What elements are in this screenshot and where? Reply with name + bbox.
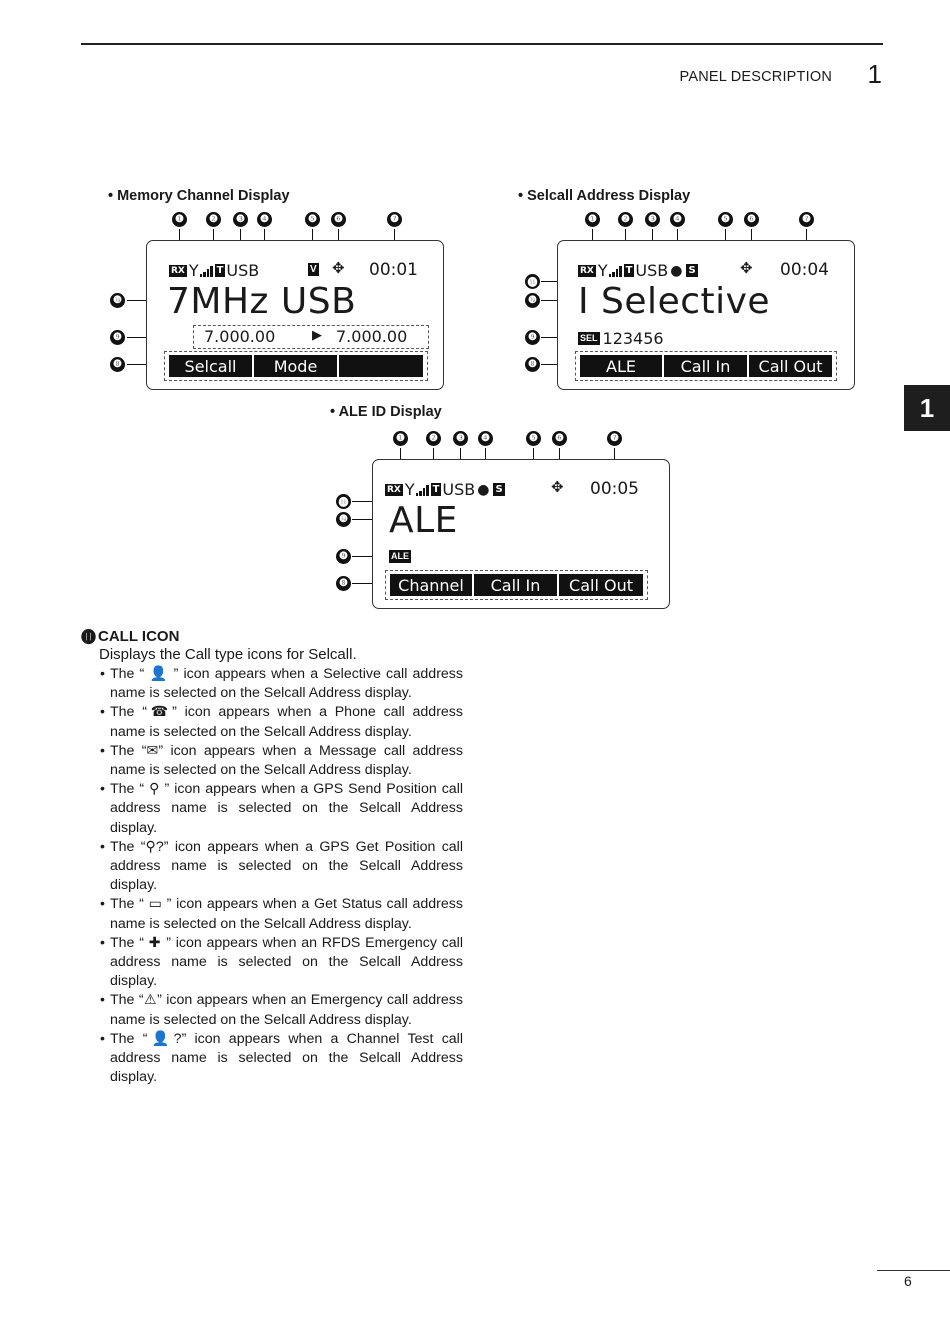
list-item: • The “ ▭ ” icon appears when a Get Status call address name is selected on the Selcall Address display.	[99, 895, 463, 933]
page-number: 6	[904, 1273, 912, 1289]
memory-display-caption: • Memory Channel Display	[108, 188, 290, 204]
signal-bars-icon	[199, 265, 213, 277]
call-icon-list	[99, 665, 463, 1087]
callout-5: ❺	[526, 431, 541, 446]
mode-indicator: USB	[226, 261, 260, 280]
callout-10: ❿	[110, 293, 125, 308]
callout-3: ❸	[233, 212, 248, 227]
softkey-call-out[interactable]: Call Out	[559, 574, 643, 596]
softkey-row	[385, 570, 648, 600]
callout-8: ❽	[336, 576, 351, 591]
frequency-row	[193, 325, 429, 349]
callout-2: ❷	[206, 212, 221, 227]
address-row	[578, 329, 664, 348]
clock: 00:05	[590, 479, 639, 499]
callout-11: ⓫	[525, 274, 540, 289]
section-description: Displays the Call type icons for Selcall.	[99, 646, 357, 663]
status-row	[169, 261, 259, 280]
callout-2: ❷	[426, 431, 441, 446]
callout-9: ❾	[525, 330, 540, 345]
callout-6: ❻	[331, 212, 346, 227]
softkey-call-in[interactable]: Call In	[474, 574, 557, 596]
softkey-call-in[interactable]: Call In	[664, 355, 747, 377]
signal-bars-icon	[415, 484, 429, 496]
selective-call-icon: ●	[670, 262, 683, 279]
callout-11: ⓫	[336, 494, 351, 509]
rx-indicator: RX	[171, 265, 185, 276]
scan-icon: ✥	[740, 260, 753, 277]
softkey-selcall[interactable]: Selcall	[169, 355, 252, 377]
callout-6: ❻	[744, 212, 759, 227]
selective-call-icon: ●	[477, 481, 490, 498]
footer-rule	[877, 1270, 950, 1271]
callout-5: ❺	[305, 212, 320, 227]
address-name: I Selective	[578, 281, 771, 322]
ale-lcd-screen	[372, 459, 670, 609]
callout-6: ❻	[552, 431, 567, 446]
selcall-lcd-screen	[557, 240, 855, 390]
softkey-mode[interactable]: Mode	[254, 355, 337, 377]
list-item: • The “⚲?” icon appears when a GPS Get Position call address name is selected on the Selcall Address display.	[99, 838, 463, 896]
ale-name: ALE	[389, 500, 458, 541]
antenna-icon: Y	[597, 261, 608, 280]
softkey-channel[interactable]: Channel	[390, 574, 472, 596]
softkey-blank[interactable]	[339, 355, 423, 377]
tx-arrow-icon: ▶	[312, 327, 322, 342]
signal-bars-icon	[608, 265, 622, 277]
chapter-side-tab[interactable]: 1	[904, 385, 950, 431]
callout-1: ❶	[393, 431, 408, 446]
ale-display-caption: • ALE ID Display	[330, 404, 442, 420]
antenna-icon: Y	[188, 261, 199, 280]
list-item: • The “ 👤 ” icon appears when a Selective call address name is selected on the Selcall Address display.	[99, 665, 463, 703]
callout-3: ❸	[453, 431, 468, 446]
list-item: • The “👤?” icon appears when a Channel Test call address name is selected on the Selcall Address display.	[99, 1030, 463, 1088]
tuner-indicator: T	[216, 265, 224, 276]
mode-indicator: USB	[635, 261, 669, 280]
status-row	[578, 261, 698, 280]
callout-5: ❺	[718, 212, 733, 227]
softkey-row	[164, 351, 428, 381]
clock: 00:04	[780, 260, 829, 280]
tx-frequency: 7.000.00	[336, 327, 408, 346]
callout-9: ❾	[336, 549, 351, 564]
top-rule	[81, 43, 883, 45]
clock: 00:01	[369, 260, 418, 280]
v-indicator: V	[310, 264, 317, 275]
callout-4: ❹	[478, 431, 493, 446]
callout-8: ❽	[110, 357, 125, 372]
callout-10: ❿	[525, 293, 540, 308]
softkey-row	[575, 351, 837, 381]
callout-2: ❷	[618, 212, 633, 227]
header-section-title: PANEL DESCRIPTION	[679, 69, 832, 85]
call-icon-heading	[81, 626, 179, 647]
list-item: • The “☎” icon appears when a Phone call address name is selected on the Selcall Address display.	[99, 703, 463, 741]
status-row	[385, 480, 505, 499]
callout-1: ❶	[172, 212, 187, 227]
list-item: • The “✉” icon appears when a Message call address name is selected on the Selcall Address display.	[99, 742, 463, 780]
antenna-icon: Y	[404, 480, 415, 499]
callout-4: ❹	[670, 212, 685, 227]
list-item: • The “ ⚲ ” icon appears when a GPS Send Position call address name is selected on the Selcall Address display.	[99, 780, 463, 838]
channel-name: 7MHz USB	[167, 281, 357, 322]
tuner-indicator: T	[625, 265, 633, 276]
rx-frequency: 7.000.00	[204, 327, 276, 346]
selcall-display-caption: • Selcall Address Display	[518, 188, 691, 204]
callout-7: ❼	[387, 212, 402, 227]
scan-icon: ✥	[551, 479, 564, 496]
rx-indicator: RX	[580, 265, 594, 276]
address-number: 123456	[602, 329, 664, 348]
memory-lcd-screen	[146, 240, 444, 390]
callout-9: ❾	[110, 330, 125, 345]
header-chapter-number: 1	[867, 59, 882, 89]
section-number-badge: ⓫	[81, 629, 97, 646]
callout-3: ❸	[645, 212, 660, 227]
list-item: • The “ ✚ ” icon appears when an RFDS Emergency call address name is selected on the Selcall Address display.	[99, 934, 463, 992]
list-item: • The “⚠” icon appears when an Emergency call address name is selected on the Selcall Address display.	[99, 991, 463, 1029]
callout-8: ❽	[525, 357, 540, 372]
rx-indicator: RX	[387, 484, 401, 495]
callout-4: ❹	[257, 212, 272, 227]
sel-badge: SEL	[580, 333, 598, 343]
callout-7: ❼	[607, 431, 622, 446]
callout-7: ❼	[799, 212, 814, 227]
s-indicator: S	[495, 484, 503, 495]
callout-10: ❿	[336, 512, 351, 527]
ale-badge: ALE	[391, 551, 409, 561]
mode-indicator: USB	[442, 480, 476, 499]
s-indicator: S	[688, 265, 696, 276]
softkey-call-out[interactable]: Call Out	[749, 355, 832, 377]
softkey-ale[interactable]: ALE	[580, 355, 662, 377]
section-title: CALL ICON	[98, 628, 180, 645]
scan-icon: ✥	[332, 260, 345, 277]
callout-1: ❶	[585, 212, 600, 227]
tuner-indicator: T	[432, 484, 440, 495]
